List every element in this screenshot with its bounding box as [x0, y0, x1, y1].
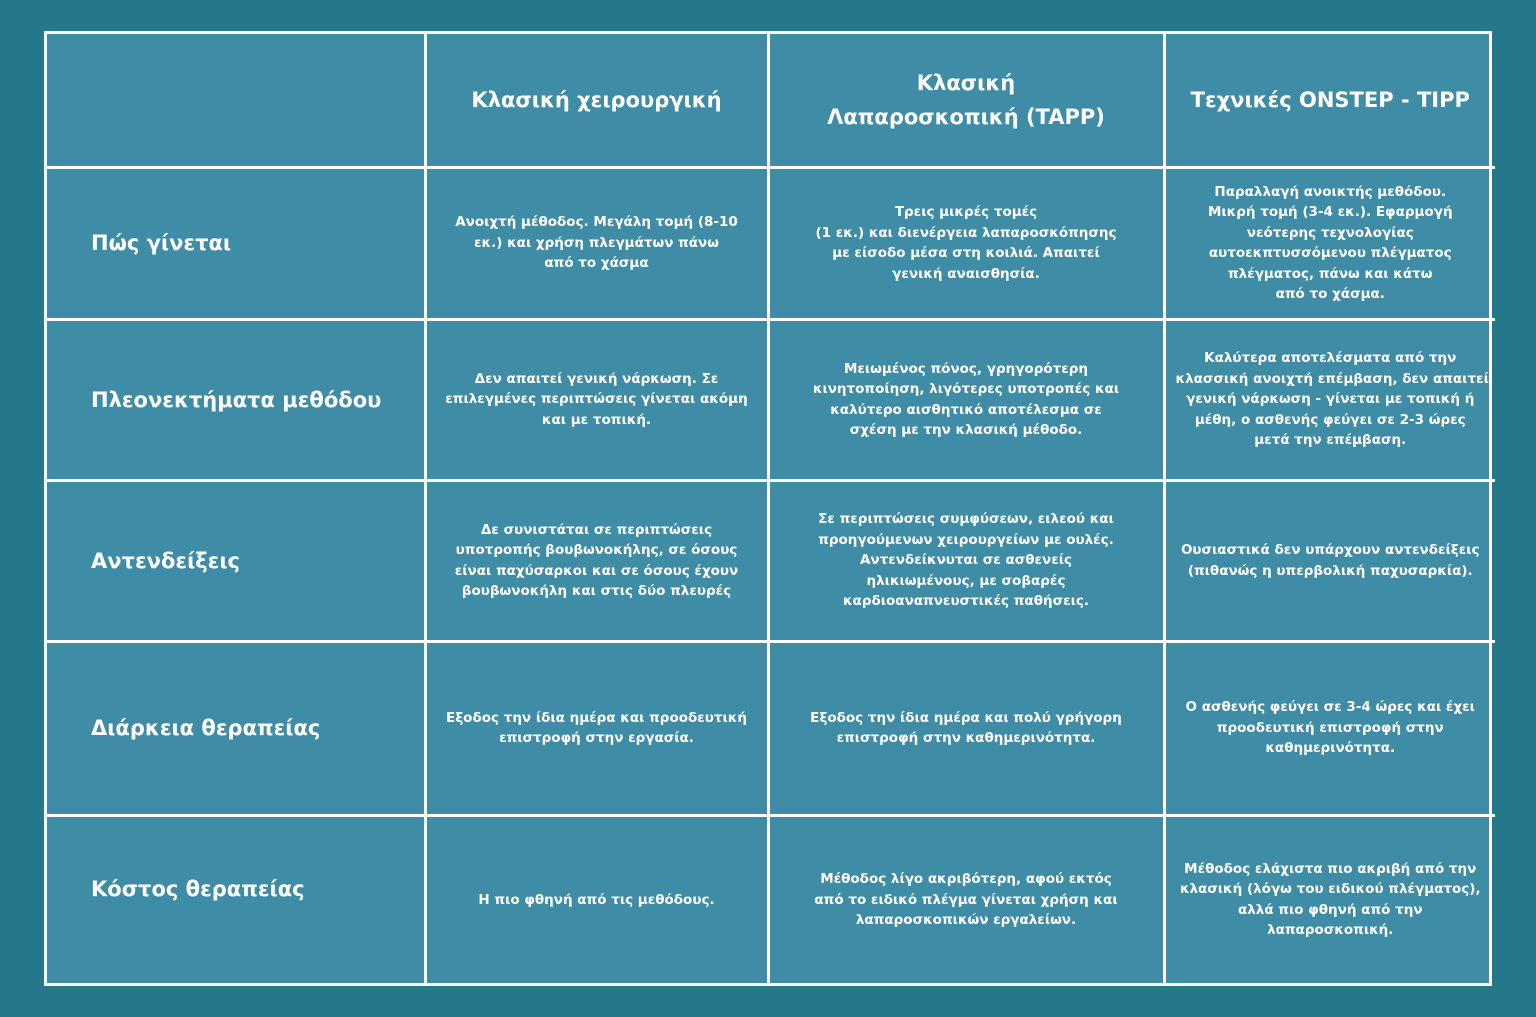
table-cell	[1164, 641, 1495, 815]
table-row-advantages	[47, 319, 1495, 480]
cell-line: Τρεις μικρές τομές	[894, 204, 1038, 220]
header-line: Λαπαροσκοπική (TAPP)	[827, 104, 1105, 129]
cell-line: σχέση με την κλασική μέθοδο.	[849, 422, 1083, 438]
table-cell	[768, 641, 1164, 815]
comparison-table-frame	[44, 31, 1492, 986]
cell-line: Εξοδος την ίδια ημέρα και προοδευτική	[445, 709, 747, 726]
table-row-duration	[47, 641, 1495, 815]
cell-line: (πιθανώς η υπερβολική παχυσαρκία).	[1187, 562, 1473, 579]
cell-line: γενική αναισθησία.	[892, 265, 1040, 282]
header-line: Κλασική	[916, 70, 1016, 95]
cell-line: Εξοδος την ίδια ημέρα και πολύ γρήγορη	[810, 709, 1122, 726]
row-header-advantages: Πλεονεκτήματα μεθόδου	[47, 319, 425, 480]
cell-line: από το ειδικό πλέγμα γίνεται χρήση και	[814, 891, 1118, 908]
table-row-contraindications	[47, 480, 1495, 641]
cell-line: Μειωμένος πόνος, γρηγορότερη	[843, 360, 1089, 377]
cell-line: λαπαροσκοπικών εργαλείων.	[855, 912, 1077, 928]
cell-line: Δε συνιστάται σε περιπτώσεις	[480, 521, 713, 538]
table-cell	[1164, 480, 1495, 641]
row-header-duration: Διάρκεια θεραπείας	[47, 641, 425, 815]
cell-line: αλλά πιο φθηνή από την	[1237, 901, 1423, 918]
table-row-how-done	[47, 167, 1495, 319]
cell-line: Μικρή τομή (3-4 εκ.). Εφαρμογή	[1207, 204, 1453, 220]
cell-line: καρδιοαναπνευστικές παθήσεις.	[842, 593, 1090, 610]
cell-line: λαπαροσκοπική.	[1267, 922, 1394, 939]
cell-line: Μέθοδος λίγο ακριβότερη, αφού εκτός	[820, 871, 1112, 887]
table-cell	[1164, 167, 1495, 319]
cell-line: από το χάσμα	[544, 255, 649, 272]
cell-line: από το χάσμα.	[1275, 286, 1385, 302]
row-header-how-done: Πώς γίνεται	[47, 167, 425, 319]
cell-line: (1 εκ.) και διενέργεια λαπαροσκόπησης	[815, 224, 1117, 241]
table-cell	[1164, 815, 1495, 983]
cell-line: γενική νάρκωση - γίνεται με τοπική ή	[1186, 391, 1475, 408]
cell-line: επιστροφή στην καθημερινότητα.	[836, 730, 1096, 746]
table-cell	[425, 480, 768, 641]
column-header-tapp	[768, 34, 1164, 167]
cell-line: εκ.) και χρήση πλεγμάτων πάνω	[473, 234, 719, 251]
header-row	[47, 34, 1495, 167]
cell-line: καθημερινότητα.	[1265, 740, 1396, 757]
table-cell	[1164, 319, 1495, 480]
table-cell	[768, 815, 1164, 983]
cell-line: κλασική (λόγω του ειδικού πλέγματος),	[1179, 881, 1481, 898]
cell-line: μετά την επέμβαση.	[1254, 432, 1407, 449]
comparison-table	[47, 34, 1495, 983]
cell-line: πλέγματος, πάνω και κάτω	[1228, 265, 1433, 282]
cell-line: μέθη, ο ασθενής φεύγει σε 2-3 ώρες	[1194, 411, 1466, 428]
cell-line: είναι παχύσαρκοι και σε όσους έχουν	[454, 562, 739, 579]
cell-line: προηγούμενων χειρουργείων με ουλές.	[818, 531, 1114, 548]
cell-line: Μέθοδος ελάχιστα πιο ακριβή από την	[1184, 860, 1477, 877]
cell-line: υποτροπής βουβωνοκήλης, σε όσους	[455, 542, 738, 558]
cell-line: καλύτερο αισθητικό αποτέλεσμα σε	[830, 401, 1102, 418]
row-header-cost: Κόστος θεραπείας	[47, 815, 425, 983]
table-cell	[425, 641, 768, 815]
column-header-onstep-tipp	[1164, 34, 1495, 167]
cell-line: ηλικιωμένους, με σοβαρές	[866, 572, 1066, 589]
table-cell	[768, 480, 1164, 641]
cell-line: Δεν απαιτεί γενική νάρκωση. Σε	[474, 370, 719, 387]
header-line: Κλασική χειρουργική	[471, 87, 722, 112]
cell-line: προοδευτική επιστροφή στην	[1216, 719, 1444, 736]
cell-line: Ουσιαστικά δεν υπάρχουν αντενδείξεις	[1180, 542, 1480, 558]
cell-line: Ο ασθενής φεύγει σε 3-4 ώρες και έχει	[1185, 699, 1475, 716]
table-cell	[768, 167, 1164, 319]
cell-line: Ανοιχτή μέθοδος. Μεγάλη τομή (8-10	[455, 214, 738, 231]
column-header-classic-surgery	[425, 34, 768, 167]
cell-line: Καλύτερα αποτελέσματα από την	[1204, 350, 1457, 367]
cell-line: και με τοπική.	[541, 411, 652, 428]
row-header-contraindications: Αντενδείξεις	[47, 480, 425, 641]
cell-line: με είσοδο μέσα στη κοιλιά. Απαιτεί	[832, 245, 1100, 261]
header-line: Τεχνικές ONSTEP - TIPP	[1190, 87, 1470, 112]
cell-line: αυτοεκπτυσσόμενου πλέγματος	[1208, 245, 1452, 261]
cell-line: βουβωνοκήλη και στις δύο πλευρές	[461, 583, 732, 599]
table-cell	[425, 815, 768, 983]
cell-line: επιστροφή στην εργασία.	[499, 730, 694, 746]
cell-line: κλασσική ανοιχτή επέμβαση, δεν απαιτεί	[1175, 370, 1489, 387]
table-row-cost	[47, 815, 1495, 983]
cell-line: κινητοποίηση, λιγότερες υποτροπές και	[812, 381, 1120, 397]
cell-line: νεότερης τεχνολογίας	[1246, 224, 1414, 241]
table-cell	[425, 167, 768, 319]
cell-line: Σε περιπτώσεις συμφύσεων, ειλεού και	[818, 511, 1114, 528]
cell-line: Παραλλαγή ανοικτής μεθόδου.	[1214, 183, 1447, 200]
cell-line: Αντενδείκνυται σε ασθενείς	[859, 552, 1073, 569]
table-cell	[425, 319, 768, 480]
cell-line: Η πιο φθηνή από τις μεθόδους.	[478, 891, 715, 908]
cell-line: επιλεγμένες περιπτώσεις γίνεται ακόμη	[445, 391, 748, 408]
table-cell	[768, 319, 1164, 480]
corner-cell	[47, 34, 425, 167]
